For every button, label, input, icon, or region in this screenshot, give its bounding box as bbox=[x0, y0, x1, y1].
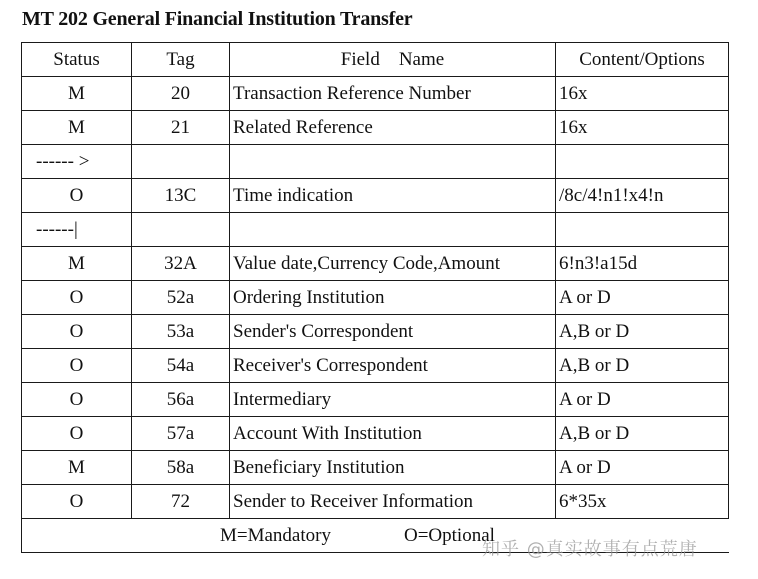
cell-content: A,B or D bbox=[556, 417, 729, 451]
cell-field-name: Time indication bbox=[230, 179, 556, 213]
table-row bbox=[22, 77, 729, 111]
header-field-name: Field Name bbox=[230, 43, 556, 77]
cell-tag: 72 bbox=[132, 485, 230, 519]
cell-status: M bbox=[22, 77, 132, 111]
cell-field-name: Sender's Correspondent bbox=[230, 315, 556, 349]
cell-content: /8c/4!n1!x4!n bbox=[556, 179, 729, 213]
cell-tag bbox=[132, 213, 230, 247]
cell-tag: 56a bbox=[132, 383, 230, 417]
cell-field-name: Sender to Receiver Information bbox=[230, 485, 556, 519]
header-content-options: Content/Options bbox=[556, 43, 729, 77]
table-row bbox=[22, 179, 729, 213]
cell-field-name: Transaction Reference Number bbox=[230, 77, 556, 111]
cell-status: M bbox=[22, 111, 132, 145]
cell-content: A or D bbox=[556, 451, 729, 485]
cell-status: O bbox=[22, 349, 132, 383]
cell-status: O bbox=[22, 417, 132, 451]
cell-content: A,B or D bbox=[556, 315, 729, 349]
loop-end-marker: ------| bbox=[22, 213, 132, 247]
cell-tag: 57a bbox=[132, 417, 230, 451]
cell-field-name: Beneficiary Institution bbox=[230, 451, 556, 485]
table-row bbox=[22, 315, 729, 349]
cell-tag: 21 bbox=[132, 111, 230, 145]
cell-status: O bbox=[22, 485, 132, 519]
table-row-loop-start bbox=[22, 145, 729, 179]
cell-content: 6!n3!a15d bbox=[556, 247, 729, 281]
table-row bbox=[22, 417, 729, 451]
table-row bbox=[22, 349, 729, 383]
cell-status: O bbox=[22, 315, 132, 349]
cell-content bbox=[556, 213, 729, 247]
loop-start-marker: ------ > bbox=[22, 145, 132, 179]
table-row bbox=[22, 451, 729, 485]
table-header-row bbox=[22, 43, 729, 77]
watermark-text: 知乎 @真实故事有点荒唐 bbox=[482, 539, 698, 560]
cell-content: A,B or D bbox=[556, 349, 729, 383]
legend-mandatory: M=Mandatory bbox=[220, 525, 331, 546]
header-tag: Tag bbox=[132, 43, 230, 77]
cell-field-name: Intermediary bbox=[230, 383, 556, 417]
mt202-field-table bbox=[21, 42, 729, 553]
cell-status: M bbox=[22, 247, 132, 281]
cell-field-name bbox=[230, 213, 556, 247]
cell-tag: 53a bbox=[132, 315, 230, 349]
document-title: MT 202 General Financial Institution Transfer bbox=[22, 8, 413, 30]
legend-optional: O=Optional bbox=[404, 525, 495, 546]
cell-status: M bbox=[22, 451, 132, 485]
cell-status: O bbox=[22, 281, 132, 315]
cell-tag: 32A bbox=[132, 247, 230, 281]
cell-field-name: Ordering Institution bbox=[230, 281, 556, 315]
table-row-loop-end bbox=[22, 213, 729, 247]
cell-content: 16x bbox=[556, 77, 729, 111]
cell-field-name: Account With Institution bbox=[230, 417, 556, 451]
cell-status: O bbox=[22, 383, 132, 417]
cell-field-name: Receiver's Correspondent bbox=[230, 349, 556, 383]
table-row bbox=[22, 111, 729, 145]
cell-content bbox=[556, 145, 729, 179]
cell-tag: 58a bbox=[132, 451, 230, 485]
header-status: Status bbox=[22, 43, 132, 77]
cell-content: A or D bbox=[556, 281, 729, 315]
cell-status: O bbox=[22, 179, 132, 213]
cell-field-name bbox=[230, 145, 556, 179]
cell-content: 6*35x bbox=[556, 485, 729, 519]
cell-tag: 13C bbox=[132, 179, 230, 213]
table-row bbox=[22, 281, 729, 315]
cell-field-name: Value date,Currency Code,Amount bbox=[230, 247, 556, 281]
cell-tag: 54a bbox=[132, 349, 230, 383]
table-row bbox=[22, 247, 729, 281]
cell-tag: 20 bbox=[132, 77, 230, 111]
table-row bbox=[22, 485, 729, 519]
table-row bbox=[22, 383, 729, 417]
cell-tag: 52a bbox=[132, 281, 230, 315]
cell-field-name: Related Reference bbox=[230, 111, 556, 145]
cell-tag bbox=[132, 145, 230, 179]
cell-content: 16x bbox=[556, 111, 729, 145]
cell-content: A or D bbox=[556, 383, 729, 417]
